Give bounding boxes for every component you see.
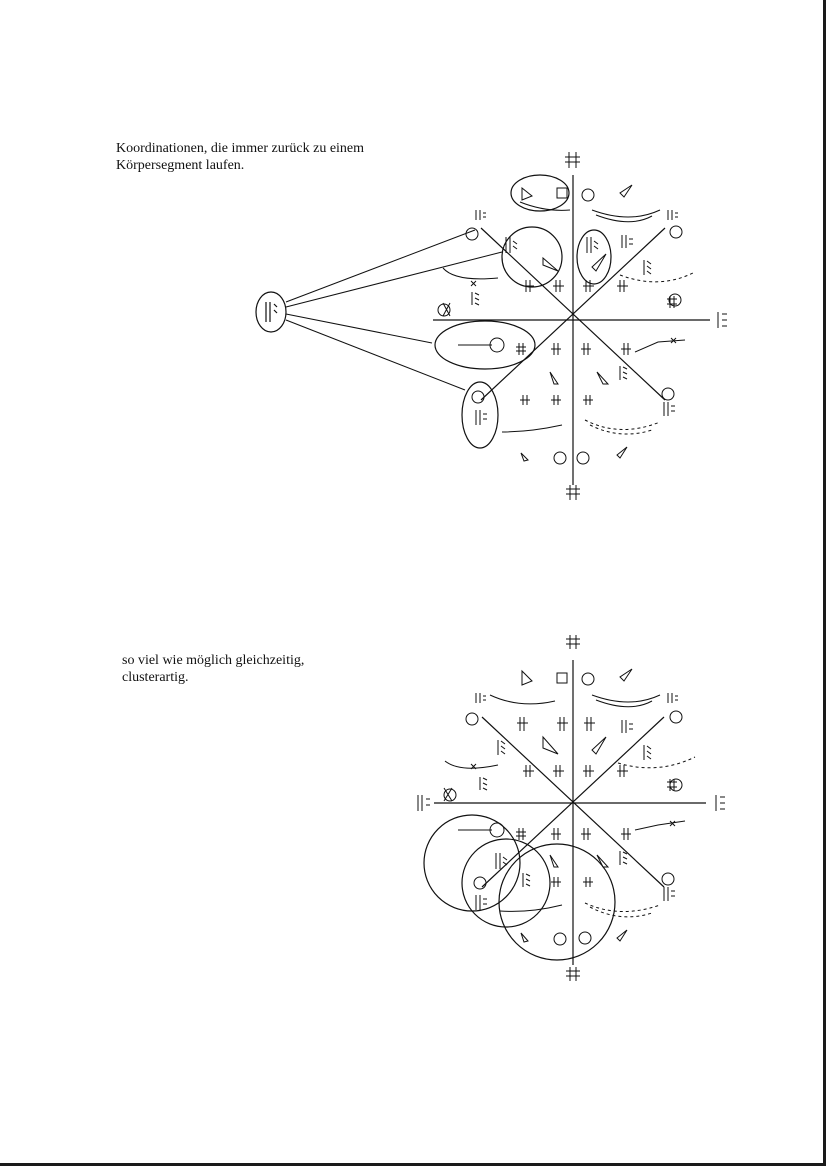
circle-symbol-icon — [554, 452, 566, 464]
tick-symbol-icon — [551, 395, 561, 405]
tick-symbol-icon — [517, 717, 528, 731]
wedge-symbol-icon — [522, 188, 532, 200]
tick-symbol-icon — [644, 745, 651, 760]
curve-mark — [618, 757, 695, 768]
figure1-caption-line-2: Körpersegment laufen. — [116, 158, 245, 173]
highlight-ellipse-upper-right — [577, 230, 611, 284]
wedge-symbol-icon — [543, 258, 558, 271]
wedge-symbol-icon — [620, 669, 632, 681]
tick-symbol-icon — [476, 210, 486, 220]
circle-symbol-icon — [670, 711, 682, 723]
coordination-lines — [286, 230, 502, 390]
tick-symbol-icon — [523, 765, 534, 777]
tick-symbol-icon — [557, 717, 568, 731]
circle-symbol-icon — [670, 226, 682, 238]
tick-symbol-icon — [498, 740, 505, 755]
curve-mark — [592, 210, 660, 217]
tick-symbol-icon — [668, 210, 678, 220]
tick-symbol-icon — [523, 873, 530, 887]
tick-symbol-icon — [621, 828, 631, 840]
tick-symbol-icon — [587, 237, 598, 253]
highlight-ellipse-upper-left — [502, 227, 562, 287]
curve-mark — [635, 821, 685, 830]
tick-symbol-icon — [551, 343, 561, 355]
tick-symbol-icon — [622, 235, 633, 248]
tick-symbol-icon — [621, 343, 631, 355]
hook-circle-icon — [490, 338, 504, 352]
tick-symbol-icon — [472, 292, 479, 305]
tick-symbol-icon — [617, 280, 628, 292]
figure2-caption-line-1: so viel wie möglich gleichzeitig, — [122, 653, 305, 668]
wedge-symbol-icon — [592, 737, 606, 754]
wedge-symbol-icon — [550, 855, 558, 867]
notation-symbols — [418, 635, 725, 981]
tick-symbol-icon — [620, 851, 627, 865]
source-segment-symbol-icon — [266, 302, 277, 322]
wedge-symbol-icon — [620, 185, 632, 197]
figure2-diagram — [400, 625, 740, 995]
circle-symbol-icon — [472, 391, 484, 403]
right-axis-symbol-icon — [716, 795, 725, 811]
tick-symbol-icon — [553, 280, 564, 292]
wedge-symbol-icon — [522, 671, 532, 685]
tick-symbol-icon — [523, 280, 534, 292]
tick-symbol-icon — [476, 693, 486, 703]
circle-symbol-icon — [670, 779, 682, 791]
curve-mark — [443, 268, 498, 279]
tick-symbol-icon — [551, 828, 561, 840]
tick-symbol-icon — [644, 260, 651, 275]
curve-mark — [635, 340, 685, 352]
circle-symbol-icon — [582, 189, 594, 201]
tick-symbol-icon — [583, 395, 593, 405]
bottom-axis-symbol-icon — [566, 485, 580, 500]
tick-symbol-icon — [583, 280, 594, 292]
tick-symbol-icon — [581, 343, 591, 355]
wedge-symbol-icon — [617, 930, 627, 941]
wedge-symbol-icon — [543, 737, 558, 754]
tick-symbol-icon — [583, 877, 593, 887]
coordination-line-2 — [286, 252, 502, 307]
cluster-circle-middle — [462, 839, 550, 927]
curve-mark — [620, 272, 695, 282]
curve-mark — [502, 425, 562, 432]
tick-symbol-icon — [444, 788, 452, 801]
tick-symbol-icon — [516, 828, 526, 840]
tick-symbol-icon — [668, 693, 678, 703]
hook-circle-icon — [490, 823, 504, 837]
tick-symbol-icon — [664, 887, 675, 901]
circle-symbol-icon — [579, 932, 591, 944]
x-mark-icon — [471, 281, 476, 286]
coordination-line-4 — [286, 320, 465, 390]
tick-symbol-icon — [476, 895, 487, 910]
tick-symbol-icon — [617, 765, 628, 777]
tick-symbol-icon — [476, 410, 487, 425]
wedge-symbol-icon — [597, 372, 608, 384]
tick-symbol-icon — [480, 777, 487, 790]
curve-mark — [500, 905, 562, 911]
wedge-symbol-icon — [550, 372, 558, 384]
wedge-symbol-icon — [617, 447, 627, 458]
square-symbol-icon — [557, 673, 567, 683]
tick-symbol-icon — [520, 395, 530, 405]
circle-symbol-icon — [662, 873, 674, 885]
tick-symbol-icon — [583, 765, 594, 777]
curve-mark — [592, 695, 660, 702]
circle-symbol-icon — [662, 388, 674, 400]
tick-symbol-icon — [553, 765, 564, 777]
circle-symbol-icon — [466, 713, 478, 725]
figure1-diagram — [240, 140, 740, 510]
figure2-caption-line-2: clusterartig. — [122, 670, 189, 685]
right-axis-symbol-icon — [718, 312, 727, 328]
tick-symbol-icon — [516, 343, 526, 355]
curve-mark — [490, 695, 555, 704]
cluster-circle-lower — [499, 844, 615, 960]
curve-mark — [596, 700, 652, 707]
tick-symbol-icon — [620, 366, 627, 380]
top-axis-symbol-icon — [566, 635, 580, 649]
left-axis-symbol-icon — [418, 795, 430, 811]
circle-symbol-icon — [466, 228, 478, 240]
circle-symbol-icon — [474, 877, 486, 889]
wedge-symbol-icon — [521, 933, 528, 942]
figure1-caption-line-1: Koordinationen, die immer zurück zu einem — [116, 141, 365, 156]
circle-symbol-icon — [577, 452, 589, 464]
circle-symbol-icon — [582, 673, 594, 685]
figure2-caption — [122, 652, 382, 686]
tick-symbol-icon — [551, 877, 561, 887]
wedge-symbol-icon — [592, 254, 606, 271]
tick-symbol-icon — [622, 720, 633, 733]
square-symbol-icon — [557, 188, 567, 198]
tick-symbol-icon — [496, 853, 507, 869]
top-axis-symbol-icon — [565, 152, 580, 168]
tick-symbol-icon — [581, 828, 591, 840]
bottom-axis-symbol-icon — [566, 967, 580, 981]
highlight-ellipse-top — [511, 175, 569, 211]
tick-symbol-icon — [584, 717, 595, 731]
tick-symbol-icon — [664, 402, 675, 416]
source-segment-ellipse — [256, 292, 286, 332]
curve-mark — [596, 215, 652, 222]
circle-symbol-icon — [554, 933, 566, 945]
wedge-symbol-icon — [521, 453, 528, 461]
cluster-circle-large — [424, 815, 520, 911]
